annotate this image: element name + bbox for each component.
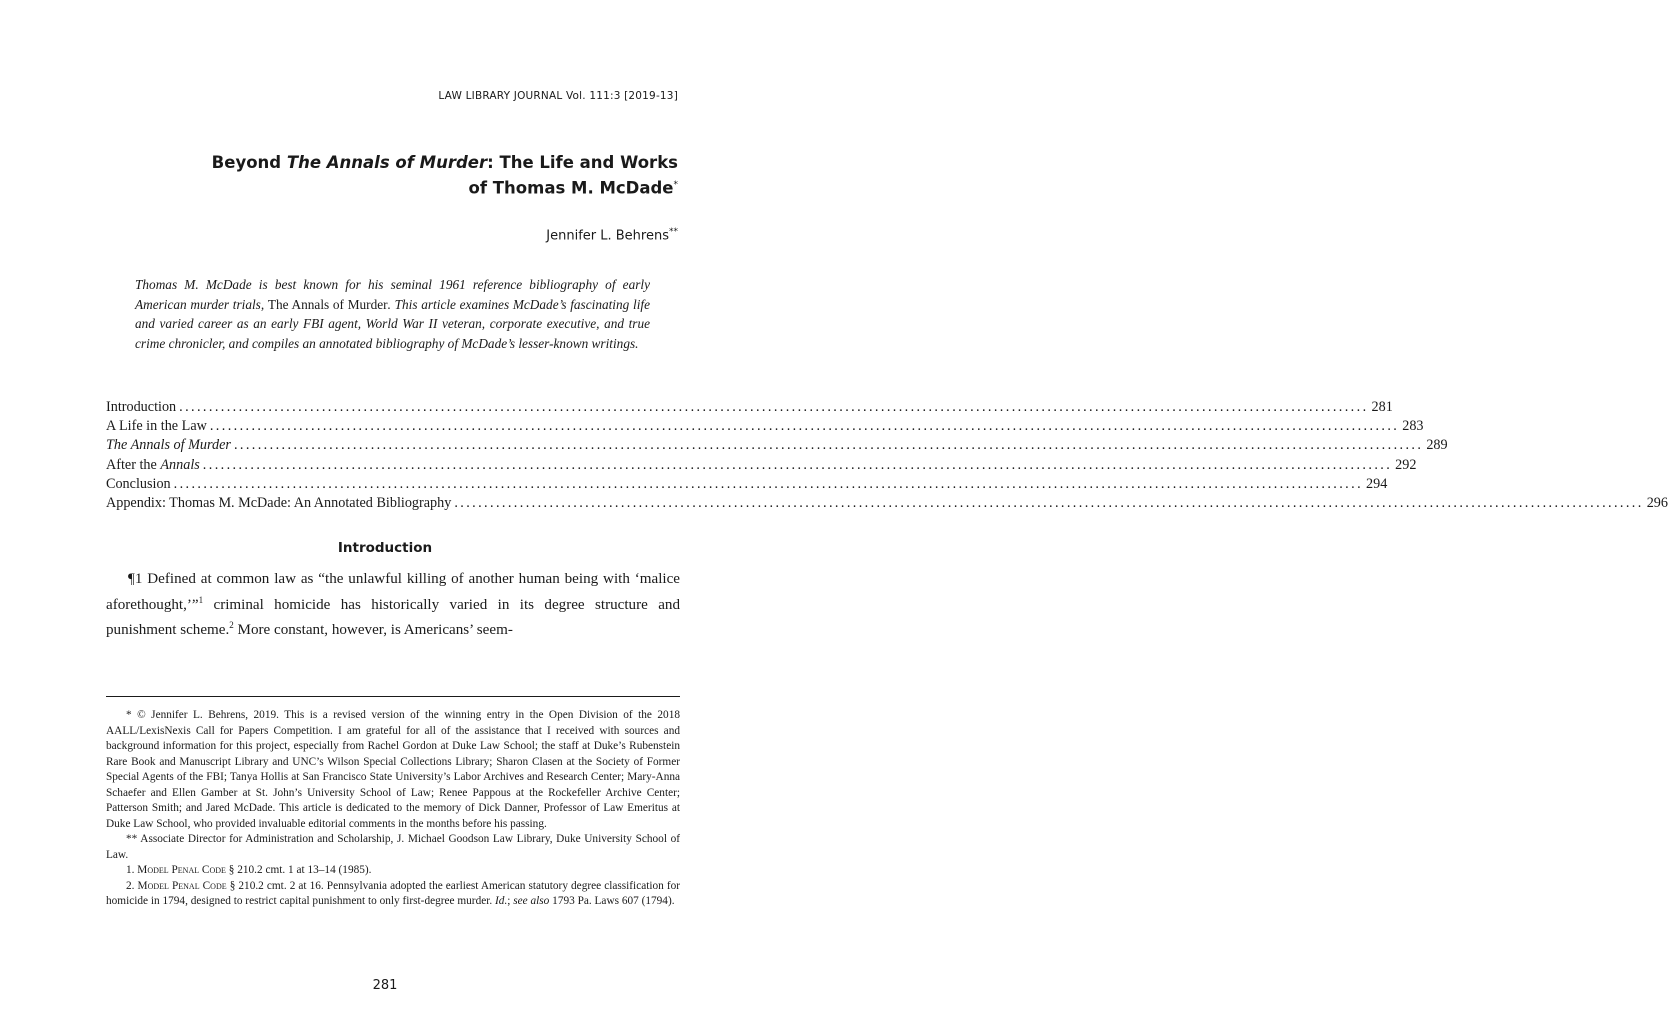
abstract-part2: . This article examines McDade’s fascinating life and varied career as an early FBI agent, World War II veteran, corporate executive, and true crime chronicler, and compiles an annotated bibliography of McDade’s lesser-known writings.: [135, 296, 650, 351]
footnote-tail: 1793 Pa. Laws 607 (1794).: [549, 895, 675, 907]
article-title: [158, 151, 678, 200]
title-part2: : The Life and Works: [487, 153, 678, 172]
paragraph-mark: ¶1: [128, 571, 143, 587]
footnote-2: [106, 879, 680, 910]
footnote-ref-1[interactable]: 1: [198, 594, 204, 605]
footnote-see-also-signal: see also: [513, 895, 550, 907]
toc-page-number: 283: [1402, 418, 1424, 435]
body-part2: criminal homicide has historically varied in its degree structure and punishment scheme.: [106, 596, 680, 639]
title-italic: The Annals of Murder: [286, 153, 488, 172]
toc-label: [106, 437, 231, 454]
toc-leader-dots: ........................................................................................................................................................................................................: [173, 475, 1364, 492]
toc-label: [106, 418, 207, 435]
toc-leader-dots: ........................................................................................................................................................................................................: [209, 418, 1400, 435]
page-number: 281: [372, 978, 398, 993]
toc-page-number: 292: [1395, 456, 1417, 473]
toc-label-text: Appendix: Thomas M. McDade: An Annotated Bibliography: [106, 494, 452, 511]
toc-label-text: A Life in the Law: [106, 418, 207, 435]
footnotes: [106, 708, 680, 910]
title-line2: of Thomas M. McDade: [468, 178, 674, 198]
footnote-citation: Model Penal Code: [137, 864, 226, 876]
toc-row[interactable]: [106, 494, 1668, 514]
toc-label-text: Introduction: [106, 399, 177, 415]
footnote-separator: ;: [507, 895, 514, 907]
toc-leader-dots: ........................................................................................................................................................................................................: [179, 399, 1369, 415]
author-line: [546, 227, 678, 243]
toc-row[interactable]: [106, 399, 1393, 418]
footnote-number: 1.: [126, 864, 138, 876]
abstract: [135, 275, 650, 353]
abstract-book-title: The Annals of Murder: [267, 296, 388, 312]
toc-label: [106, 457, 200, 474]
footnote-double-star: ** Associate Director for Administration and Scholarship, J. Michael Goodson Law Library, Duke University School of Law.: [106, 833, 680, 861]
toc-row[interactable]: [106, 475, 1388, 495]
toc-label-italic: Annals: [160, 456, 200, 473]
title-part1: Beyond: [211, 153, 287, 172]
toc-leader-dots: ........................................................................................................................................................................................................: [202, 456, 1393, 473]
toc-page-number: 296: [1646, 494, 1668, 511]
footnote-star: * © Jennifer L. Behrens, 2019. This is a revised version of the winning entry in the Open Division of the 2018 AALL/LexisNexis Call for Papers Competition. I am grateful for all of the assistance that I received with sources and background information for this project, especially from Rachel Gordon at Duke Law School; the staff at Duke’s Rubenstein Rare Book and Manuscript Library and UNC’s Wilson Special Collections Library; Sharon Clasen at the Society of Former Special Agents of the FBI; Tanya Hollis at San Francisco State University’s Labor Archives and Research Center; Mary-Anna Schaefer and Ellen Gamber at St. John’s University School of Law; Renee Pappous at the Rockefeller Archive Center; Patterson Smith; and Jared McDade. This article is dedicated to the memory of Dick Danner, Professor of Law Emeritus at Duke Law School, who provided invaluable editorial comments in the months before his passing.: [106, 709, 680, 830]
footnote-citation: Model Penal Code: [137, 879, 227, 892]
author-name: Jennifer L. Behrens: [546, 228, 669, 244]
footnote-1: [106, 863, 680, 879]
toc-page-number: 294: [1366, 475, 1388, 492]
toc-label: [106, 476, 171, 493]
body-part1: Defined at common law as “the unlawful killing of another human being with ‘malice aforethought,’”: [106, 571, 680, 613]
toc-label-text: After the: [106, 456, 161, 473]
toc-row[interactable]: [106, 437, 1448, 456]
abstract-part1: Thomas M. McDade is best known for his seminal 1961 reference bibliography of early American murder trials,: [135, 277, 650, 312]
running-head: LAW LIBRARY JOURNAL Vol. 111:3 [2019-13]: [438, 90, 678, 102]
toc-page-number: 281: [1371, 399, 1393, 415]
footnote-text: § 210.2 cmt. 2 at 16. Pennsylvania adopted the earliest American statutory degree classification for homicide in 1794, designed to restrict capital punishment to only first-degree murder.: [106, 879, 681, 907]
footnote-divider: [106, 696, 680, 697]
footnote-id-signal: Id.: [495, 895, 508, 907]
toc-label-italic: The Annals of Murder: [106, 437, 231, 454]
title-footnote-mark: *: [673, 180, 678, 190]
toc-page-number: 289: [1426, 437, 1448, 454]
body-text: [106, 569, 680, 641]
toc-leader-dots: ........................................................................................................................................................................................................: [233, 437, 1424, 454]
toc-label-text: Conclusion: [106, 475, 171, 492]
author-footnote-mark: **: [669, 227, 678, 237]
section-heading: Introduction: [337, 540, 433, 556]
footnote-number: 2.: [126, 879, 138, 892]
body-part3: More constant, however, is Americans’ seem-: [233, 622, 513, 639]
footnote-ref-2[interactable]: 2: [229, 620, 234, 631]
toc-label: [106, 495, 451, 512]
toc-label: [106, 399, 176, 416]
footnote-text: § 210.2 cmt. 1 at 13–14 (1985).: [225, 864, 372, 876]
body-paragraph: [106, 569, 680, 641]
toc-row[interactable]: [106, 456, 1417, 476]
toc-row[interactable]: [106, 418, 1424, 437]
table-of-contents: [106, 399, 1668, 514]
toc-leader-dots: ........................................................................................................................................................................................................: [454, 494, 1644, 511]
